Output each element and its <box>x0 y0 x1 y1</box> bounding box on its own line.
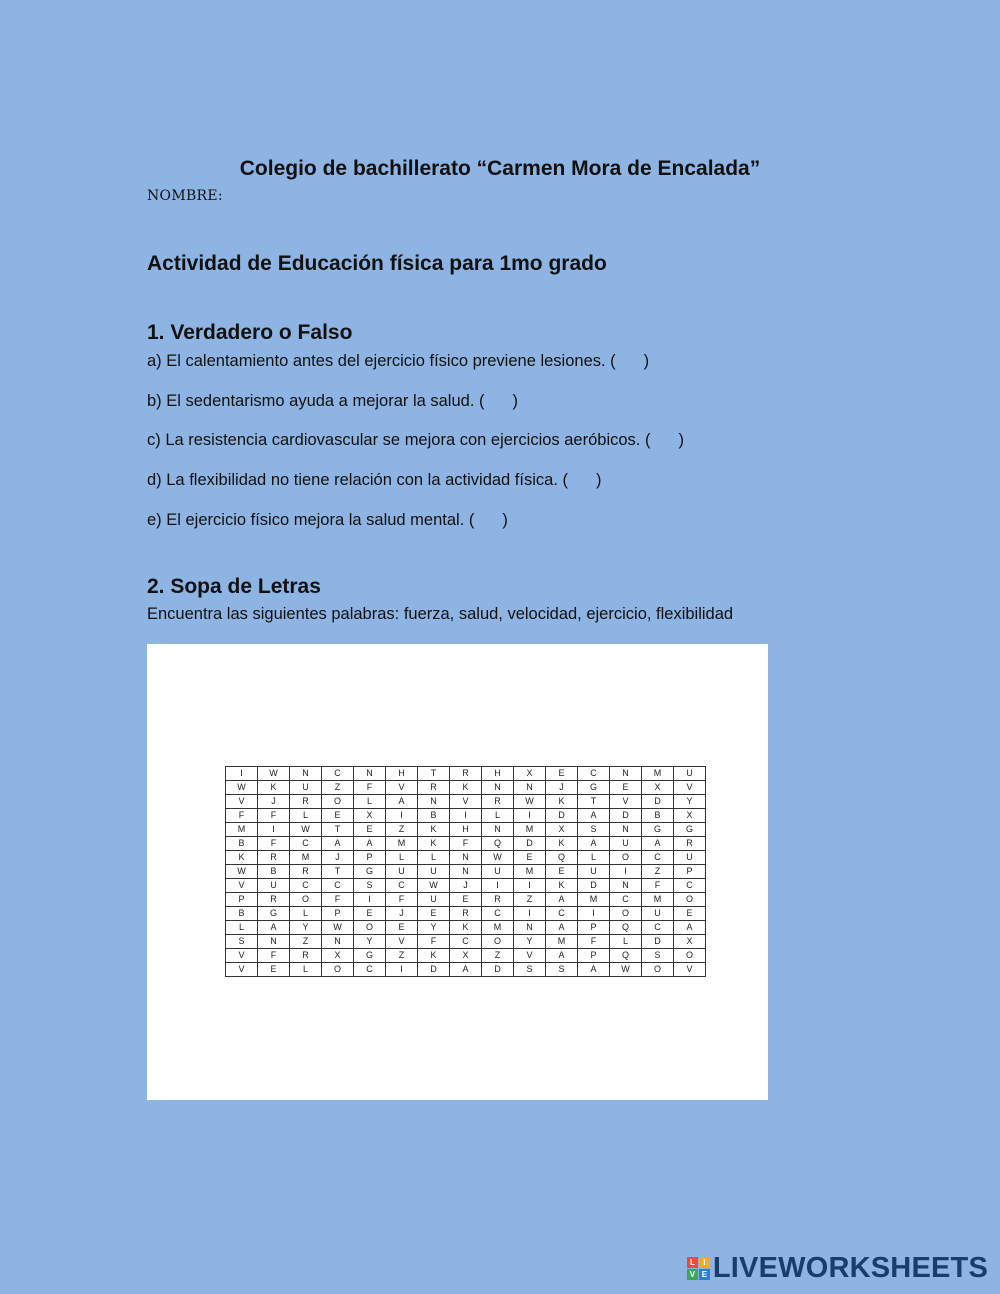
grid-cell[interactable]: E <box>514 851 546 865</box>
grid-cell[interactable]: W <box>610 963 642 977</box>
grid-cell[interactable]: C <box>322 767 354 781</box>
grid-cell[interactable]: D <box>418 963 450 977</box>
grid-cell[interactable]: R <box>258 851 290 865</box>
question-a <box>147 352 649 371</box>
grid-cell[interactable]: C <box>386 879 418 893</box>
grid-cell[interactable]: O <box>354 921 386 935</box>
grid-cell[interactable]: V <box>386 935 418 949</box>
grid-cell[interactable]: T <box>322 865 354 879</box>
grid-cell[interactable]: Y <box>354 935 386 949</box>
grid-cell[interactable]: X <box>450 949 482 963</box>
question-d-close: ) <box>595 471 602 489</box>
grid-cell[interactable]: L <box>290 907 322 921</box>
grid-cell[interactable]: O <box>610 851 642 865</box>
grid-cell[interactable]: V <box>674 963 706 977</box>
grid-cell[interactable]: D <box>642 935 674 949</box>
grid-cell[interactable]: C <box>642 921 674 935</box>
grid-cell[interactable]: D <box>642 795 674 809</box>
grid-cell[interactable]: U <box>418 865 450 879</box>
grid-cell[interactable]: P <box>578 949 610 963</box>
question-b-close: ) <box>512 392 518 410</box>
section-true-false-title: 1. Verdadero o Falso <box>147 321 353 344</box>
grid-cell[interactable]: W <box>258 767 290 781</box>
word-search-grid <box>225 766 706 977</box>
grid-cell[interactable]: R <box>674 837 706 851</box>
grid-cell[interactable]: U <box>642 907 674 921</box>
grid-cell[interactable]: A <box>642 837 674 851</box>
grid-cell[interactable]: A <box>546 921 578 935</box>
grid-cell[interactable]: D <box>578 879 610 893</box>
grid-cell[interactable]: C <box>610 893 642 907</box>
grid-cell[interactable]: O <box>482 935 514 949</box>
grid-cell[interactable]: R <box>258 893 290 907</box>
question-c <box>147 431 684 450</box>
grid-cell[interactable]: L <box>386 851 418 865</box>
grid-cell[interactable]: I <box>610 865 642 879</box>
logo-tile: L <box>687 1257 698 1268</box>
grid-cell[interactable]: O <box>290 893 322 907</box>
grid-cell[interactable]: N <box>610 767 642 781</box>
grid-cell[interactable]: E <box>322 809 354 823</box>
grid-cell[interactable]: Y <box>514 935 546 949</box>
grid-row <box>226 837 706 851</box>
grid-cell[interactable]: W <box>482 851 514 865</box>
grid-cell[interactable]: T <box>322 823 354 837</box>
grid-cell[interactable]: J <box>258 795 290 809</box>
grid-cell[interactable]: W <box>226 865 258 879</box>
grid-cell[interactable]: G <box>642 823 674 837</box>
grid-cell[interactable]: D <box>610 809 642 823</box>
grid-cell[interactable]: N <box>482 823 514 837</box>
grid-cell[interactable]: X <box>514 767 546 781</box>
grid-cell[interactable]: U <box>290 781 322 795</box>
grid-cell[interactable]: F <box>642 879 674 893</box>
question-a-close: ) <box>643 352 650 370</box>
grid-cell[interactable]: A <box>354 837 386 851</box>
grid-cell[interactable]: C <box>322 879 354 893</box>
grid-cell[interactable]: N <box>354 767 386 781</box>
name-label: NOMBRE: <box>147 188 223 204</box>
grid-cell[interactable]: K <box>258 781 290 795</box>
grid-cell[interactable]: O <box>642 963 674 977</box>
grid-cell[interactable]: R <box>290 865 322 879</box>
grid-cell[interactable]: U <box>610 837 642 851</box>
grid-cell[interactable]: O <box>610 907 642 921</box>
section-word-search-title: 2. Sopa de Letras <box>147 575 321 598</box>
activity-title: Actividad de Educación física para 1mo grado <box>147 252 607 275</box>
grid-cell[interactable]: E <box>610 781 642 795</box>
liveworksheets-logo-icon <box>687 1257 710 1280</box>
grid-cell[interactable]: C <box>482 907 514 921</box>
grid-cell[interactable]: V <box>226 963 258 977</box>
grid-cell[interactable]: S <box>578 823 610 837</box>
question-b-text: b) El sedentarismo ayuda a mejorar la salud. ( <box>147 392 485 410</box>
grid-cell[interactable]: I <box>386 963 418 977</box>
grid-cell[interactable]: I <box>386 809 418 823</box>
grid-row <box>226 935 706 949</box>
grid-cell[interactable]: B <box>258 865 290 879</box>
grid-cell[interactable]: U <box>674 851 706 865</box>
grid-cell[interactable]: J <box>386 907 418 921</box>
grid-cell[interactable]: K <box>546 837 578 851</box>
grid-cell[interactable]: X <box>354 809 386 823</box>
question-a-text: a) El calentamiento antes del ejercicio físico previene lesiones. ( <box>147 352 616 370</box>
grid-cell[interactable]: A <box>578 809 610 823</box>
question-e <box>147 511 508 530</box>
grid-cell[interactable]: L <box>290 809 322 823</box>
grid-cell[interactable]: E <box>386 921 418 935</box>
grid-cell[interactable]: M <box>482 921 514 935</box>
grid-cell[interactable]: E <box>450 893 482 907</box>
grid-cell[interactable]: Z <box>482 949 514 963</box>
grid-cell[interactable]: I <box>450 809 482 823</box>
grid-cell[interactable]: D <box>514 837 546 851</box>
grid-cell[interactable]: A <box>386 795 418 809</box>
question-e-close: ) <box>502 511 508 529</box>
grid-cell[interactable]: W <box>322 921 354 935</box>
liveworksheets-brand[interactable] <box>687 1252 988 1285</box>
grid-cell[interactable]: N <box>610 823 642 837</box>
grid-cell[interactable]: F <box>258 837 290 851</box>
grid-cell[interactable]: L <box>578 851 610 865</box>
grid-cell[interactable]: U <box>674 767 706 781</box>
grid-cell[interactable]: M <box>290 851 322 865</box>
grid-cell[interactable]: G <box>354 949 386 963</box>
grid-cell[interactable]: H <box>386 767 418 781</box>
grid-cell[interactable]: L <box>482 809 514 823</box>
grid-cell[interactable]: G <box>674 823 706 837</box>
grid-cell[interactable]: C <box>290 837 322 851</box>
question-c-close: ) <box>678 431 684 449</box>
grid-cell[interactable]: M <box>514 865 546 879</box>
grid-cell[interactable]: E <box>258 963 290 977</box>
grid-cell[interactable]: R <box>482 795 514 809</box>
grid-cell[interactable]: W <box>226 781 258 795</box>
grid-cell[interactable]: N <box>514 781 546 795</box>
grid-cell[interactable]: T <box>578 795 610 809</box>
grid-cell[interactable]: X <box>674 935 706 949</box>
grid-cell[interactable]: I <box>514 879 546 893</box>
grid-cell[interactable]: C <box>546 907 578 921</box>
grid-cell[interactable]: Z <box>322 781 354 795</box>
grid-cell[interactable]: I <box>258 823 290 837</box>
grid-cell[interactable]: K <box>226 851 258 865</box>
grid-cell[interactable]: S <box>226 935 258 949</box>
grid-cell[interactable]: E <box>354 823 386 837</box>
grid-cell[interactable]: E <box>546 865 578 879</box>
grid-cell[interactable]: Y <box>674 795 706 809</box>
grid-cell[interactable]: K <box>418 837 450 851</box>
grid-cell[interactable]: L <box>290 963 322 977</box>
grid-cell[interactable]: X <box>674 809 706 823</box>
grid-cell[interactable]: V <box>610 795 642 809</box>
grid-row <box>226 963 706 977</box>
grid-cell[interactable]: S <box>514 963 546 977</box>
grid-cell[interactable]: F <box>418 935 450 949</box>
grid-cell[interactable]: U <box>418 893 450 907</box>
grid-cell[interactable]: C <box>450 935 482 949</box>
grid-row <box>226 823 706 837</box>
grid-cell[interactable]: H <box>450 823 482 837</box>
grid-cell[interactable]: P <box>578 921 610 935</box>
grid-cell[interactable]: I <box>514 907 546 921</box>
grid-row <box>226 851 706 865</box>
grid-cell[interactable]: Q <box>610 949 642 963</box>
grid-cell[interactable]: R <box>290 949 322 963</box>
grid-cell[interactable]: N <box>514 921 546 935</box>
grid-cell[interactable]: A <box>578 837 610 851</box>
grid-cell[interactable]: M <box>546 935 578 949</box>
grid-cell[interactable]: N <box>290 767 322 781</box>
brand-name: LIVEWORKSHEETS <box>712 1252 988 1284</box>
grid-row <box>226 921 706 935</box>
grid-cell[interactable]: A <box>674 921 706 935</box>
grid-cell[interactable]: G <box>578 781 610 795</box>
grid-cell[interactable]: V <box>226 795 258 809</box>
grid-row <box>226 767 706 781</box>
grid-cell[interactable]: C <box>578 767 610 781</box>
grid-cell[interactable]: R <box>482 893 514 907</box>
grid-cell[interactable]: Z <box>386 949 418 963</box>
grid-cell[interactable]: O <box>322 795 354 809</box>
grid-cell[interactable]: X <box>642 781 674 795</box>
grid-cell[interactable]: G <box>258 907 290 921</box>
question-b <box>147 392 518 411</box>
question-c-text: c) La resistencia cardiovascular se mejora con ejercicios aeróbicos. ( <box>147 431 651 449</box>
grid-cell[interactable]: D <box>482 963 514 977</box>
grid-cell[interactable]: V <box>226 879 258 893</box>
grid-cell[interactable]: Q <box>546 851 578 865</box>
grid-cell[interactable]: Q <box>482 837 514 851</box>
grid-cell[interactable]: T <box>418 767 450 781</box>
grid-cell[interactable]: N <box>450 851 482 865</box>
question-e-text: e) El ejercicio físico mejora la salud mental. ( <box>147 511 475 529</box>
grid-cell[interactable]: M <box>514 823 546 837</box>
grid-cell[interactable]: V <box>226 949 258 963</box>
grid-cell[interactable]: M <box>642 767 674 781</box>
grid-cell[interactable]: B <box>418 809 450 823</box>
grid-cell[interactable]: I <box>514 809 546 823</box>
word-search-panel <box>147 644 768 1100</box>
grid-cell[interactable]: U <box>258 879 290 893</box>
logo-tile: V <box>687 1269 698 1280</box>
grid-cell[interactable]: S <box>642 949 674 963</box>
grid-cell[interactable]: A <box>322 837 354 851</box>
grid-cell[interactable]: O <box>322 963 354 977</box>
grid-cell[interactable]: C <box>674 879 706 893</box>
grid-cell[interactable]: A <box>578 963 610 977</box>
grid-cell[interactable]: L <box>354 795 386 809</box>
grid-cell[interactable]: F <box>258 949 290 963</box>
grid-cell[interactable]: E <box>546 767 578 781</box>
grid-cell[interactable]: F <box>578 935 610 949</box>
grid-cell[interactable]: U <box>482 865 514 879</box>
grid-cell[interactable]: B <box>226 907 258 921</box>
grid-cell[interactable]: Y <box>418 921 450 935</box>
grid-row <box>226 865 706 879</box>
grid-cell[interactable]: K <box>546 795 578 809</box>
grid-cell[interactable]: U <box>386 865 418 879</box>
grid-cell[interactable]: Z <box>290 935 322 949</box>
grid-cell[interactable]: W <box>290 823 322 837</box>
grid-cell[interactable]: E <box>354 907 386 921</box>
grid-cell[interactable]: I <box>226 767 258 781</box>
grid-cell[interactable]: I <box>578 907 610 921</box>
grid-cell[interactable]: C <box>290 879 322 893</box>
grid-cell[interactable]: E <box>418 907 450 921</box>
grid-cell[interactable]: Q <box>610 921 642 935</box>
grid-cell[interactable]: I <box>354 893 386 907</box>
grid-cell[interactable]: N <box>258 935 290 949</box>
grid-cell[interactable]: F <box>322 893 354 907</box>
grid-cell[interactable]: S <box>546 963 578 977</box>
grid-cell[interactable]: G <box>354 865 386 879</box>
question-d-text: d) La flexibilidad no tiene relación con la actividad física. ( <box>147 471 568 489</box>
grid-cell[interactable]: M <box>642 893 674 907</box>
grid-cell[interactable]: P <box>674 865 706 879</box>
grid-cell[interactable]: A <box>450 963 482 977</box>
grid-cell[interactable]: C <box>642 851 674 865</box>
grid-cell[interactable]: O <box>674 949 706 963</box>
grid-row <box>226 809 706 823</box>
grid-cell[interactable]: C <box>354 963 386 977</box>
question-d <box>147 471 601 490</box>
grid-cell[interactable]: K <box>418 823 450 837</box>
logo-tile: E <box>699 1269 710 1280</box>
grid-cell[interactable]: R <box>290 795 322 809</box>
grid-cell[interactable]: N <box>322 935 354 949</box>
grid-cell[interactable]: A <box>258 921 290 935</box>
grid-cell[interactable]: V <box>450 795 482 809</box>
grid-cell[interactable]: B <box>642 809 674 823</box>
grid-cell[interactable]: R <box>450 907 482 921</box>
grid-cell[interactable]: S <box>354 879 386 893</box>
grid-cell[interactable]: N <box>418 795 450 809</box>
grid-cell[interactable]: J <box>322 851 354 865</box>
grid-row <box>226 907 706 921</box>
grid-cell[interactable]: F <box>258 809 290 823</box>
grid-cell[interactable]: A <box>546 949 578 963</box>
grid-row <box>226 949 706 963</box>
grid-cell[interactable]: Z <box>514 893 546 907</box>
grid-cell[interactable]: Z <box>386 823 418 837</box>
grid-cell[interactable]: V <box>514 949 546 963</box>
grid-cell[interactable]: X <box>546 823 578 837</box>
grid-cell[interactable]: X <box>322 949 354 963</box>
grid-cell[interactable]: A <box>546 893 578 907</box>
grid-cell[interactable]: P <box>322 907 354 921</box>
grid-cell[interactable]: L <box>610 935 642 949</box>
grid-cell[interactable]: B <box>226 837 258 851</box>
grid-cell[interactable]: N <box>610 879 642 893</box>
grid-cell[interactable]: R <box>418 781 450 795</box>
grid-cell[interactable]: R <box>450 767 482 781</box>
grid-cell[interactable]: W <box>514 795 546 809</box>
grid-cell[interactable]: F <box>386 893 418 907</box>
grid-cell[interactable]: I <box>482 879 514 893</box>
grid-cell[interactable]: L <box>418 851 450 865</box>
grid-cell[interactable]: D <box>546 809 578 823</box>
grid-cell[interactable]: J <box>450 879 482 893</box>
grid-cell[interactable]: K <box>450 781 482 795</box>
grid-cell[interactable]: L <box>226 921 258 935</box>
grid-cell[interactable]: K <box>418 949 450 963</box>
grid-cell[interactable]: M <box>226 823 258 837</box>
grid-cell[interactable]: J <box>546 781 578 795</box>
grid-row <box>226 795 706 809</box>
grid-cell[interactable]: N <box>482 781 514 795</box>
grid-cell[interactable]: Z <box>642 865 674 879</box>
grid-row <box>226 893 706 907</box>
grid-cell[interactable]: M <box>386 837 418 851</box>
school-title: Colegio de bachillerato “Carmen Mora de Encalada” <box>239 157 761 180</box>
grid-cell[interactable]: F <box>354 781 386 795</box>
grid-cell[interactable]: W <box>418 879 450 893</box>
logo-tile: I <box>699 1257 710 1268</box>
grid-cell[interactable]: M <box>578 893 610 907</box>
grid-cell[interactable]: P <box>226 893 258 907</box>
grid-cell[interactable]: H <box>482 767 514 781</box>
grid-cell[interactable]: F <box>226 809 258 823</box>
grid-cell[interactable]: O <box>674 893 706 907</box>
grid-cell[interactable]: F <box>450 837 482 851</box>
grid-cell[interactable]: Y <box>290 921 322 935</box>
word-search-instructions: Encuentra las siguientes palabras: fuerza, salud, velocidad, ejercicio, flexibilidad <box>147 605 734 623</box>
grid-cell[interactable]: E <box>674 907 706 921</box>
grid-cell[interactable]: K <box>546 879 578 893</box>
grid-cell[interactable]: U <box>578 865 610 879</box>
grid-cell[interactable]: V <box>386 781 418 795</box>
grid-cell[interactable]: P <box>354 851 386 865</box>
grid-cell[interactable]: V <box>674 781 706 795</box>
grid-cell[interactable]: K <box>450 921 482 935</box>
grid-row <box>226 781 706 795</box>
grid-row <box>226 879 706 893</box>
grid-cell[interactable]: N <box>450 865 482 879</box>
